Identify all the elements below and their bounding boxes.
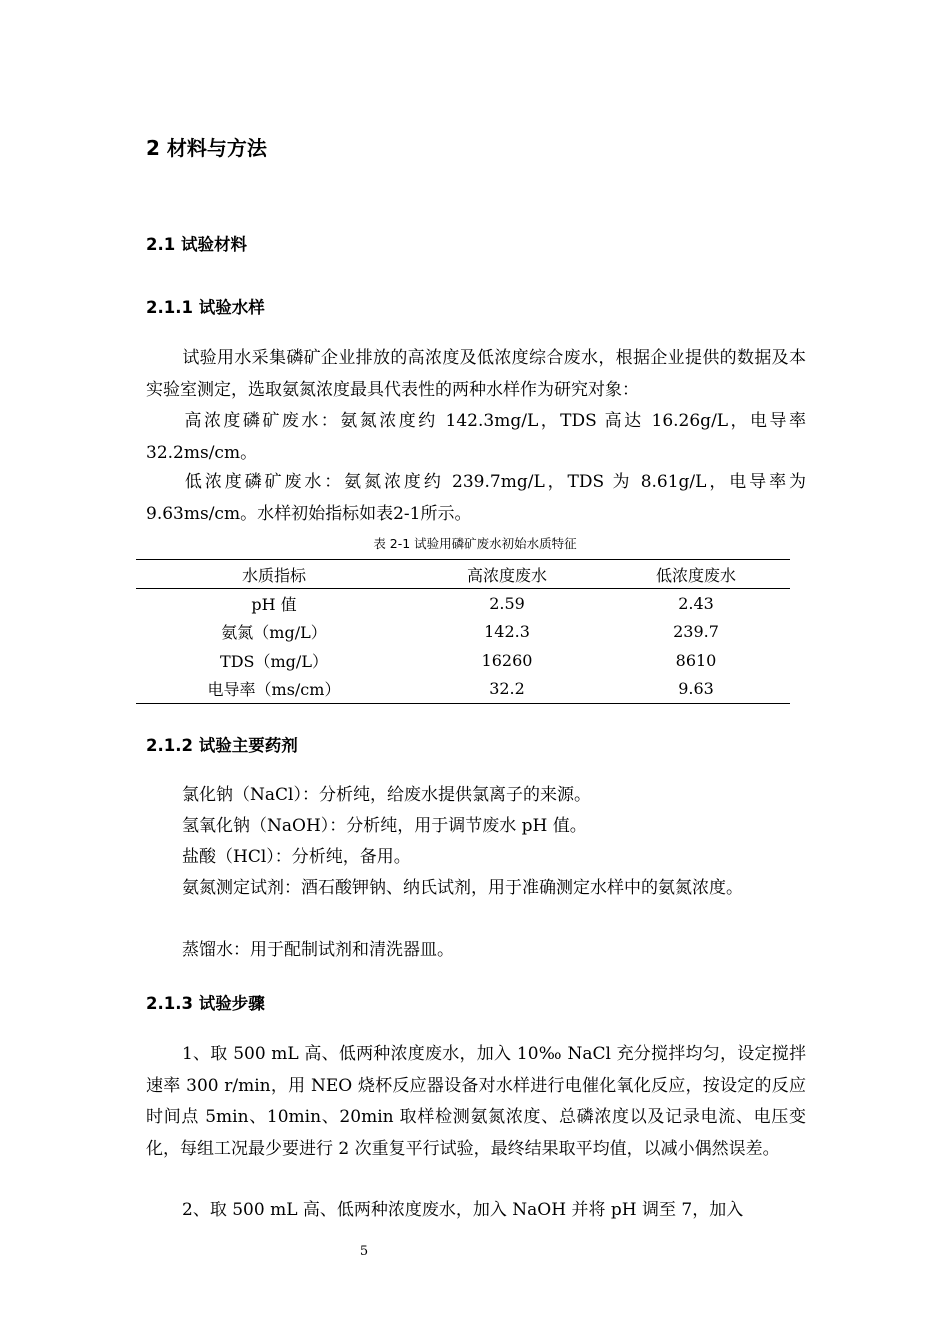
table-cell: 2.43 — [678, 593, 714, 613]
reagent-item — [146, 811, 806, 843]
step-2-text: 2、取 500 mL 高、低两种浓度废水，加入 NaOH 并将 pH 调至 7，加入 — [182, 1200, 744, 1220]
table-row — [136, 618, 790, 647]
table-caption: 表 2-1 试验用磷矿废水初始水质特征 — [373, 536, 577, 551]
section-heading-2-1-2: 2.1.2 试验主要药剂 — [146, 736, 298, 755]
reagent-item-text: 盐酸（HCl）：分析纯，备用。 — [182, 847, 411, 867]
table-cell: 16260 — [481, 650, 533, 670]
samples-paragraph-3 — [146, 467, 806, 530]
samples-paragraph-1 — [146, 343, 806, 406]
table-cell: 9.63 — [602, 675, 790, 704]
reagent-item-text: 氨氮测定试剂：酒石酸钾钠、纳氏试剂，用于准确测定水样中的氨氮浓度。 — [182, 878, 743, 898]
table-cell: 239.7 — [673, 622, 719, 642]
section-heading-2-1-1: 2.1.1 试验水样 — [146, 298, 265, 317]
samples-paragraph-2 — [146, 406, 806, 469]
water-quality-table — [136, 559, 790, 704]
table-cell: 142.3 — [484, 622, 530, 642]
section-heading-2-1: 2.1 试验材料 — [146, 235, 247, 254]
table-cell: 2.59 — [489, 593, 525, 613]
table-header-cell: 低浓度废水 — [602, 560, 790, 589]
reagent-item — [146, 842, 806, 874]
table-cell: pH 值 — [251, 594, 297, 614]
table-row — [136, 589, 790, 618]
table-cell: 8610 — [675, 650, 717, 670]
table-cell: 氨氮（mg/L） — [221, 623, 327, 643]
table-cell: TDS（mg/L） — [220, 651, 328, 671]
reagent-item-text: 氯化钠（NaCl）：分析纯，给废水提供氯离子的来源。 — [182, 785, 591, 805]
page-number: 5 — [359, 1244, 369, 1259]
table-header-row — [136, 560, 790, 589]
reagent-item — [146, 935, 806, 967]
table-row — [136, 675, 790, 704]
samples-paragraph-3-text: 低浓度磷矿废水：氨氮浓度约 239.7mg/L，TDS 为 8.61g/L，电导率为9.63ms/cm。水样初始指标如表2-1所示。 — [146, 472, 806, 524]
reagent-item — [146, 780, 806, 812]
samples-paragraph-2-text: 高浓度磷矿废水：氨氮浓度约 142.3mg/L，TDS 高达 16.26g/L，电导率32.2ms/cm。 — [146, 411, 806, 463]
table-header-cell: 高浓度废水 — [412, 560, 602, 589]
table-cell: 电导率（ms/cm） — [136, 675, 412, 704]
table-cell: 32.2 — [412, 675, 602, 704]
reagent-item — [146, 873, 806, 905]
step-1-text: 1、取 500 mL 高、低两种浓度废水，加入 10‰ NaCl 充分搅拌均匀，设定搅拌速率 300 r/min，用 NEO 烧杯反应器设备对水样进行电催化氧化反应，按设定的反应时间点 5min、10min、20min 取样检测氨氮浓度、总磷浓度以及记录电流、电压变化，每组工况最少要进行 2 次重复平行试验，最终结果取平均值，以减小偶然误差。 — [146, 1044, 806, 1159]
step-2-paragraph — [146, 1195, 806, 1227]
chapter-heading: 2 材料与方法 — [146, 136, 267, 160]
samples-paragraph-1-text: 试验用水采集磷矿企业排放的高浓度及低浓度综合废水，根据企业提供的数据及本实验室测定，选取氨氮浓度最具代表性的两种水样作为研究对象： — [146, 348, 806, 400]
reagent-item-text: 氢氧化钠（NaOH）：分析纯，用于调节废水 pH 值。 — [182, 816, 587, 836]
table-row — [136, 646, 790, 675]
table-header-cell: 水质指标 — [136, 560, 412, 589]
section-heading-2-1-3: 2.1.3 试验步骤 — [146, 994, 265, 1013]
step-1-paragraph — [146, 1039, 806, 1165]
reagent-item-text: 蒸馏水：用于配制试剂和清洗器皿。 — [182, 940, 454, 960]
